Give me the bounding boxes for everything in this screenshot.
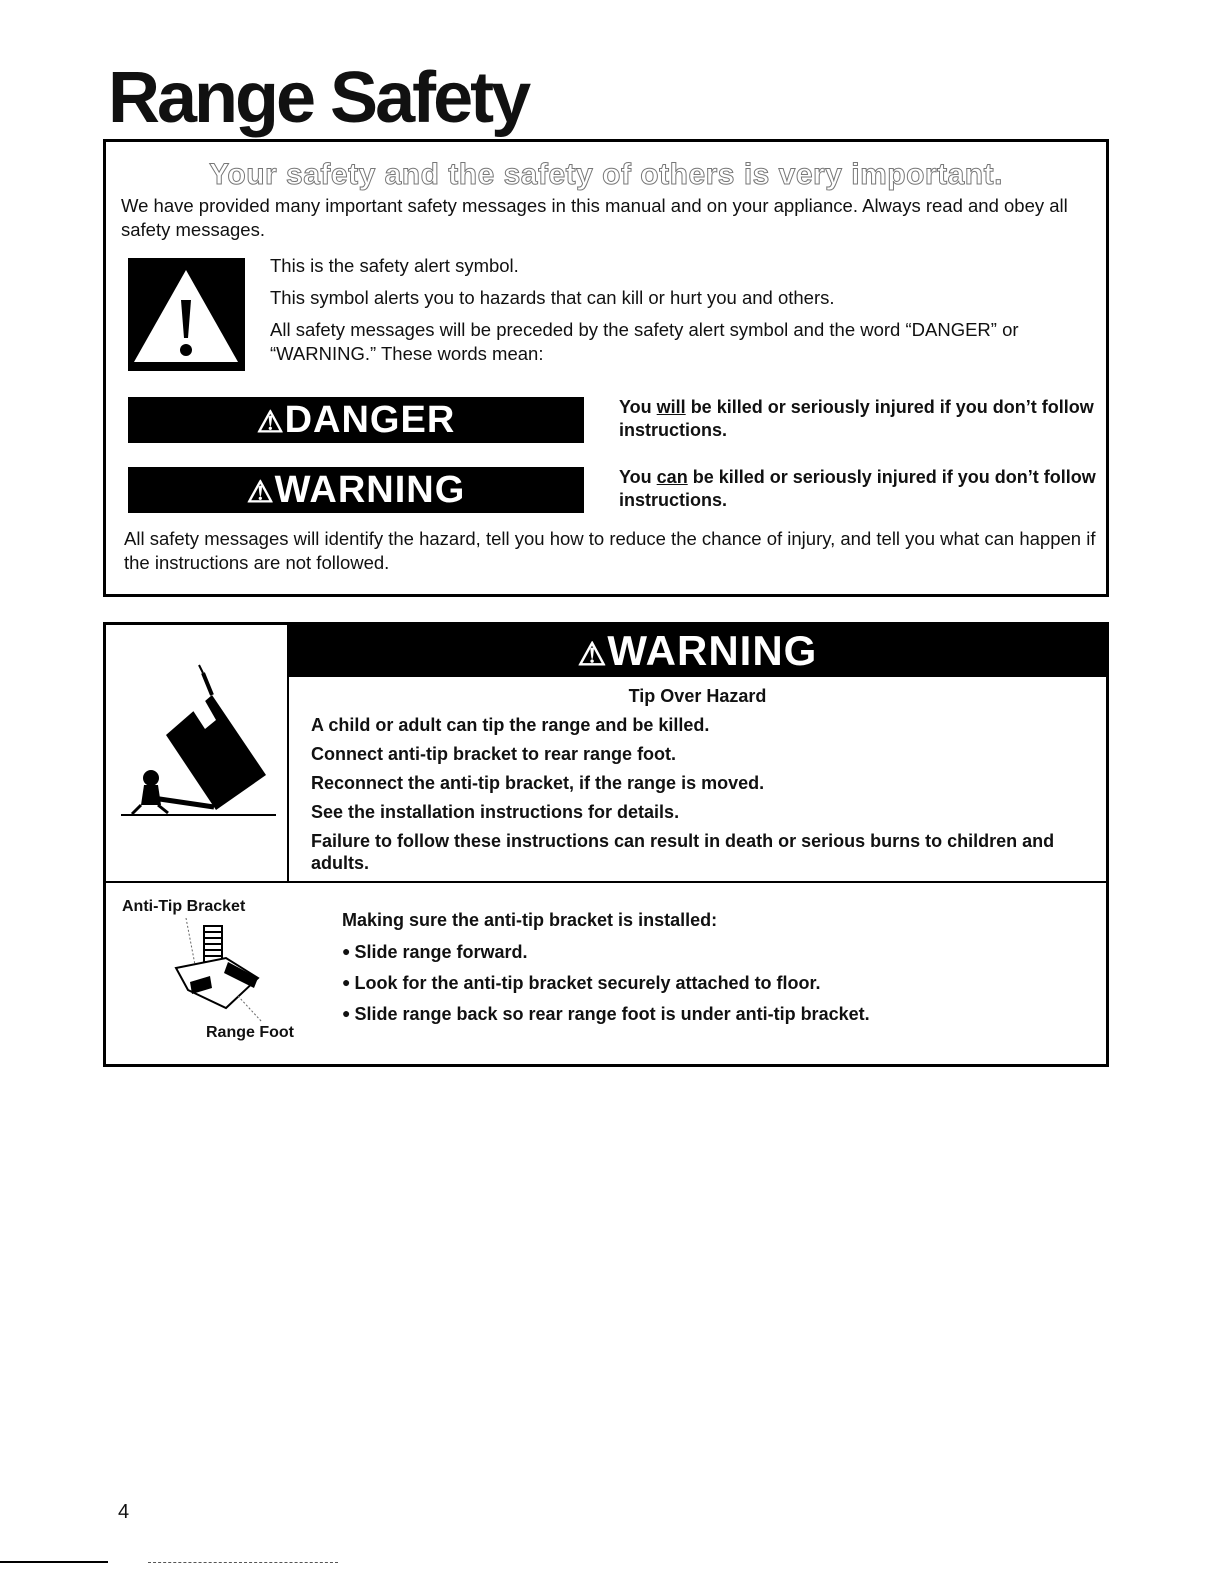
- footer-dashed-rule: [148, 1562, 338, 1564]
- check-item-text: Slide range forward.: [354, 942, 528, 962]
- check-item: [342, 1002, 870, 1025]
- bullet-icon: ●: [342, 943, 351, 959]
- installation-check-list: [342, 940, 870, 1033]
- danger-def-emphasis: will: [656, 397, 686, 417]
- hazard-line: A child or adult can tip the range and be killed.: [311, 715, 710, 735]
- warning-header-label: WARNING: [607, 627, 818, 674]
- alert-line: All safety messages will be preceded by the safety alert symbol and the word “DANGER” or “WARNING.” These words mean:: [270, 319, 1019, 364]
- danger-definition: [619, 396, 1099, 442]
- anti-tip-bracket-illustration-icon: [166, 918, 276, 1023]
- page-number: 4: [118, 1501, 130, 1523]
- warning-def-emphasis: can: [656, 467, 688, 487]
- warning-label: WARNING: [274, 469, 466, 511]
- safety-headline: Your safety and the safety of others is very important.: [209, 158, 1003, 191]
- alert-line: This symbol alerts you to hazards that can kill or hurt you and others.: [270, 287, 835, 308]
- safety-closing-text: All safety messages will identify the hazard, tell you how to reduce the chance of injury, and tell you what can happen if the instructions are not followed.: [124, 528, 1096, 573]
- bullet-icon: ●: [342, 1005, 351, 1021]
- warning-def-pre: You: [619, 467, 657, 487]
- check-item: [342, 940, 870, 963]
- alert-symbol-explanation: [270, 254, 1100, 374]
- warning-triangle-icon: ⚠: [246, 476, 275, 509]
- hazard-line: Reconnect the anti-tip bracket, if the range is moved.: [311, 773, 765, 793]
- range-foot-label: Range Foot: [206, 1024, 294, 1041]
- tip-over-illustration-cell: [106, 625, 289, 881]
- warning-def-post: be killed or seriously injured if you don’t follow instructions.: [619, 467, 1096, 510]
- footer-rule: [0, 1561, 108, 1563]
- hazard-line: See the installation instructions for details.: [311, 802, 680, 822]
- check-item: [342, 971, 870, 994]
- check-item-text: Slide range back so rear range foot is under anti-tip bracket.: [354, 1004, 870, 1024]
- alert-line: This is the safety alert symbol.: [270, 255, 519, 276]
- safety-alert-symbol-icon: [128, 258, 245, 371]
- danger-def-pre: You: [619, 397, 657, 417]
- check-item-text: Look for the anti-tip bracket securely attached to floor.: [354, 973, 821, 993]
- hazard-line: Failure to follow these instructions can result in death or serious burns to children and adults.: [311, 831, 1055, 873]
- hazard-line: Connect anti-tip bracket to rear range foot.: [311, 744, 677, 764]
- warning-signal-bar: [128, 467, 584, 513]
- safety-intro-box: [103, 139, 1109, 597]
- section-divider: [106, 881, 1106, 883]
- bullet-icon: ●: [342, 974, 351, 990]
- hazard-instructions: [311, 714, 1091, 881]
- warning-triangle-icon: ⚠: [577, 636, 608, 672]
- warning-header-bar: [289, 625, 1106, 677]
- page-title: Range Safety: [108, 58, 529, 138]
- warning-triangle-icon: ⚠: [256, 406, 285, 439]
- danger-label: DANGER: [284, 399, 456, 441]
- tip-over-panel: [289, 677, 1106, 881]
- hazard-title: Tip Over Hazard: [628, 686, 767, 706]
- danger-signal-bar: [128, 397, 584, 443]
- installation-check-heading: Making sure the anti-tip bracket is installed:: [342, 910, 718, 930]
- tip-over-warning-box: [103, 622, 1109, 1067]
- anti-tip-bracket-label: Anti-Tip Bracket: [122, 898, 246, 915]
- danger-def-post: be killed or seriously injured if you don’t follow instructions.: [619, 397, 1094, 440]
- safety-intro-text: We have provided many important safety messages in this manual and on your appliance. Always read and obey all safety messages.: [121, 195, 1068, 240]
- tipping-range-illustration-icon: [106, 625, 287, 881]
- warning-definition: [619, 466, 1099, 512]
